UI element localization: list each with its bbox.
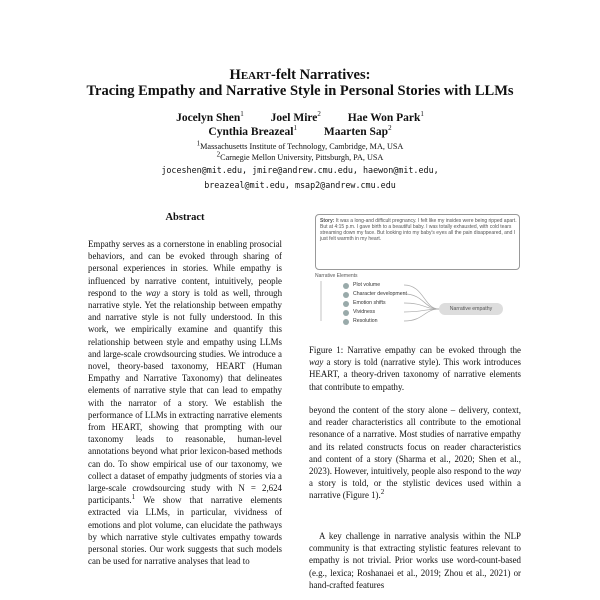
story-text: Story: It was a long-and difficult pregnancy. I felt like my insides were being ripped apart. But at 4:15 p.m. I gave birth to a beautiful baby. I was totally exhausted, with cold tears streaming down my face. But looking into my baby's eyes all the pain disappeared, and I just felt warmth in my heart. (320, 218, 517, 242)
narrative-elements-label: Narrative Elements (315, 273, 358, 279)
author: Cynthia Breazeal$^1$ (208, 124, 297, 138)
author: Jocelyn Shen$^1$ (176, 110, 244, 124)
email-line-1: joceshen@mit.edu, jmire@andrew.cmu.edu, haewon@mit.edu, (161, 165, 439, 175)
title-heart-initial: H (229, 67, 241, 83)
narrative-empathy-node: Narrative empathy (439, 303, 503, 315)
title-heart-smallcaps: EART (240, 70, 272, 82)
element-item: Character development (353, 291, 407, 297)
figure-1 (309, 211, 521, 331)
element-item: Resolution (353, 318, 378, 324)
intro-paragraph-1: beyond the content of the story alone – delivery, context, and reader characteristics all contribute to the emotional resonance of a narrative. Most studies of narrative empathy and its related constructs focus on reader characteristics and content of a story (Sharma et al., 2020; Shen et al., 2023). However, intuitively, people also respond to the way a story is told, or the stylistic devices used within a narrative (Figure 1).$^2$ (309, 405, 521, 501)
figure-1-caption: Figure 1: Narrative empathy can be evoked through the way a story is told (narrative style). This work introduces HEART, a theory-driven taxonomy of narrative elements that contribute to empathy. (309, 345, 522, 392)
intro-paragraph-2: A key challenge in narrative analysis within the NLP community is that extracting stylistic features relevant to empathy is not trivial. Prior works use word-count-based (e.g., lexica; Roshanaei et al., 2019; Zhou et al., 2021) or hand-crafted features (309, 531, 521, 590)
author: Hae Won Park$^1$ (347, 110, 424, 124)
element-item: Emotion shifts (353, 300, 386, 306)
affiliation-1: $^1$Massachusetts Institute of Technology, Cambridge, MA, USA (196, 139, 404, 151)
title-line1-rest: -felt Narratives: (271, 67, 371, 83)
author: Joel Mire$^2$ (270, 110, 321, 124)
element-item: Plot volume (353, 282, 381, 288)
author-row-2 (0, 124, 600, 140)
abstract-body: Empathy serves as a cornerstone in enabling prosocial behaviors, and can be evoked through sharing of personal experiences in stories. While empathy is influenced by narrative content, intuitively, people respond to the way a story is told as well, through narrative style. Yet the relationship between empathy and narrative style is not fully understood. In this work, we empirically examine and quantify this relationship between style and empathy using LLMs and large-scale crowdsourcing studies. We introduce a novel, theory-based taxonomy, HEART (Human Empathy and Narrative Taxonomy) that delineates elements of narrative style that can lead to empathy with the narrator of a story. We establish the performance of LLMs in extracting narrative elements from HEART, showing that prompting with our taxonomy leads to reasonable, human-level annotations beyond what prior lexicon-based methods can do. To show empirical use of our taxonomy, we collect a dataset of empathy judgments of stories via a large-scale crowdsourcing study with N = 2,624 participants.$^1$ We show that narrative elements extracted via LLMs, in particular, vividness of emotions and plot volume, can elucidate the pathways by which narrative style cultivates empathy towards personal stories. Our work suggests that such models can be used for narrative analyses that lead to (88, 239, 283, 567)
affiliation-2: $^2$Carnegie Mellon University, Pittsburgh, PA, USA (216, 150, 384, 162)
author: Maarten Sap$^2$ (323, 124, 392, 138)
email-line-2: breazeal@mit.edu, msap2@andrew.cmu.edu (204, 180, 396, 190)
paper-title-line2: Tracing Empathy and Narrative Style in Personal Stories with LLMs (86, 83, 514, 99)
abstract-heading: Abstract (165, 212, 205, 223)
element-item: Vividness (353, 309, 376, 315)
